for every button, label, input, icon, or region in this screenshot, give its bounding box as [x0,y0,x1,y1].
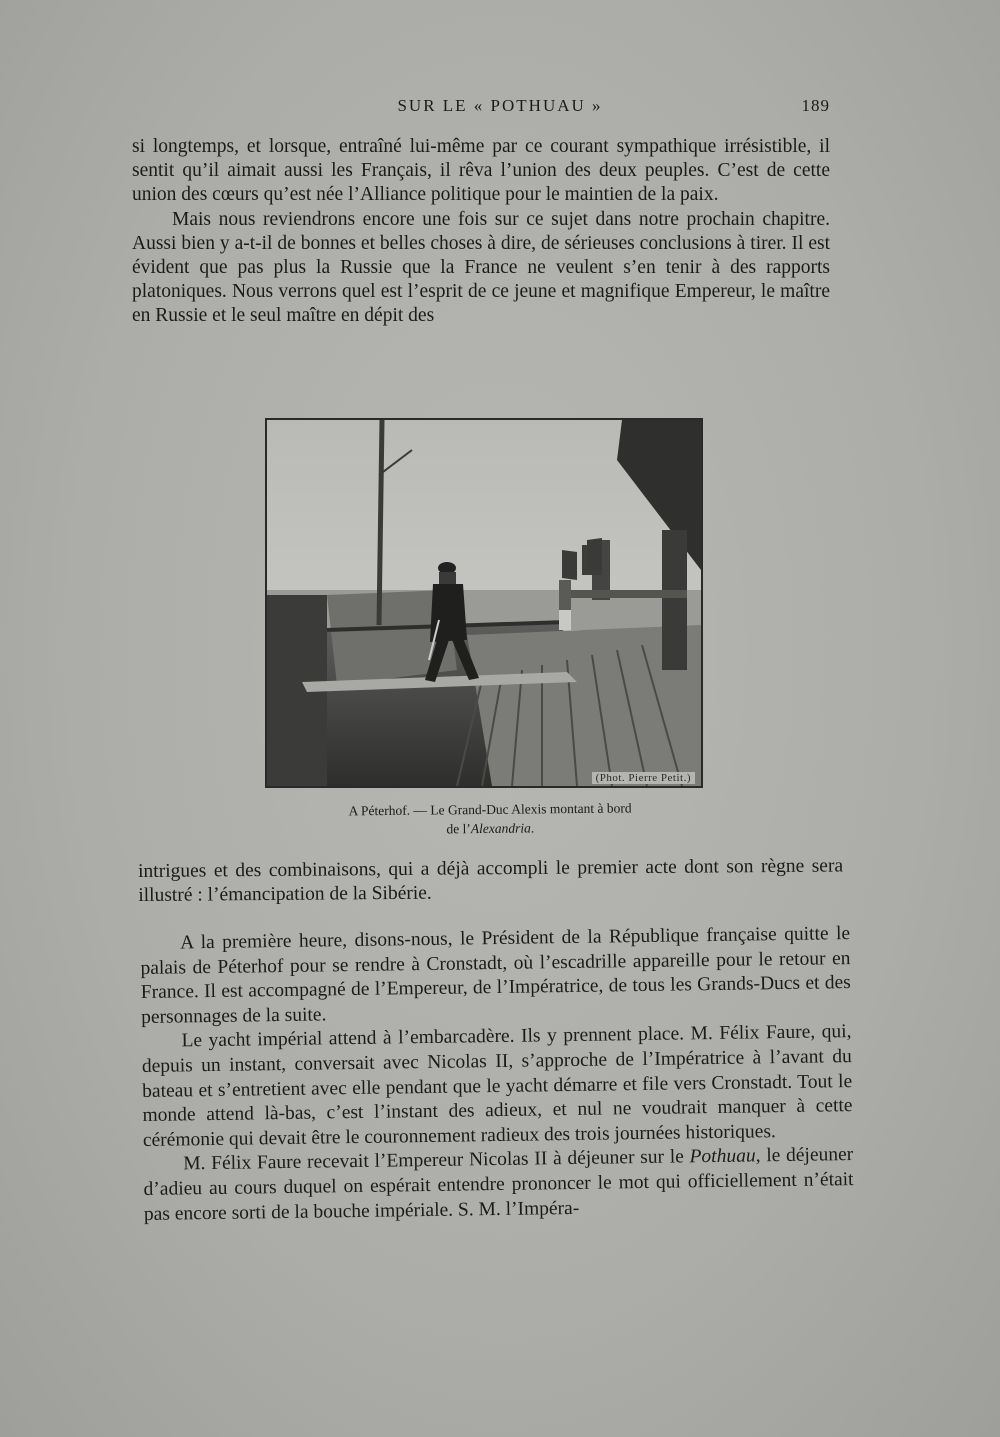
photo-credit: (Phot. Pierre Petit.) [592,772,695,784]
running-title: SUR LE « POTHUAU » [397,96,603,115]
caption-line-1: A Péterhof. — Le Grand-Duc Alexis montant à bord [348,800,632,819]
paragraph: si longtemps, et lorsque, entraîné lui-même par ce courant sympathique irrésistible, il sentit qu’il aimait aussi les Français, il rêva l’union des deux peuples. C’est de cette union des cœurs qu’est née l’Alliance politique pour le maintien de la paix. [132,136,830,206]
paragraph: M. Félix Faure recevait l’Empereur Nicolas II à déjeuner sur le Pothuau, le déjeuner d’adieu au cours duquel on espérait entendre prononcer le mot qui officiellement n’était pas encore sorti de la bouche impériale. S. M. l’Impéra- [143,1144,854,1225]
paragraph: Mais nous reviendrons encore une fois sur ce sujet dans notre prochain chapitre. Aussi bien y a-t-il de bonnes et belles choses à dire, de sérieuses conclusions à tirer. Il est évident que pas plus la Russie que la France ne veulent s’en tenir à des rapports platoniques. Nous verrons quel est l’esprit de ce jeune et magnifique Empereur, le maître en Russie et le seul maître en dépit des [132,208,830,327]
ship-name: Alexandria [470,820,531,837]
paragraph: Le yacht impérial attend à l’embarcadère. Ils y prennent place. M. Félix Faure, qui, depuis un instant, conversait avec Nicolas II, s’approche de l’Impératrice à l’avant du bateau et s’entretient avec elle pendant que le yacht démarre et file vers Cronstadt. Tout le monde attend là-bas, c’est l’instant des adieux, et nul ne voudrait manquer à cette cérémonie qui devait être le couronnement radieux des trois journées historiques. [141,1021,853,1151]
photo-image [267,420,701,786]
figure-caption [290,798,690,840]
ship-name: Pothuau [689,1145,756,1168]
page-number: 189 [801,96,830,115]
text-block-continued [138,854,843,908]
text-block-bottom [140,922,854,1227]
caption-line-2: de l’Alexandria. [446,820,535,837]
photograph [265,418,703,788]
paragraph: intrigues et des combinaisons, qui a déjà accompli le premier acte dont son règne sera illustré : l’émancipation de la Sibérie. [138,855,844,907]
paragraph: A la première heure, disons-nous, le Président de la République française quitte le palais de Péterhof pour se rendre à Cronstadt, où l’escadrille appareille pour le retour en France. Il est accompagné de l’Empereur, de l’Impératrice, de tous les Grands-Ducs et des personnages de la suite. [140,923,851,1028]
text-block-top [132,135,830,329]
page-header [130,96,830,120]
